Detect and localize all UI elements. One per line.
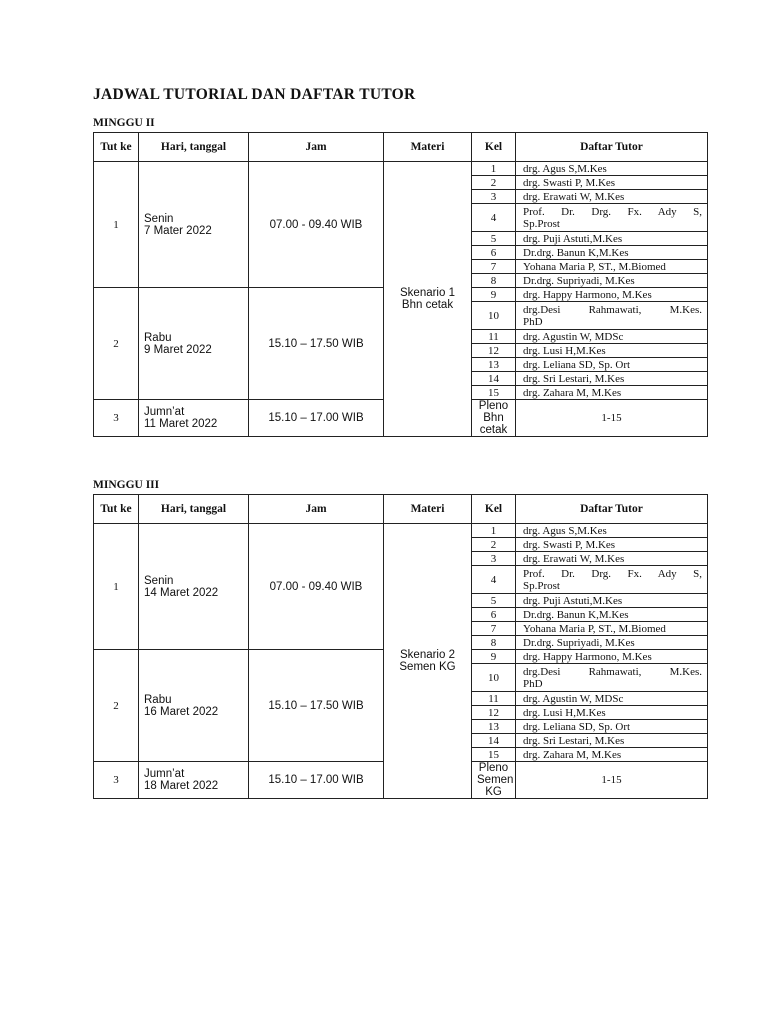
kel-number: 10 <box>472 664 516 692</box>
kel-range: 1-15 <box>516 400 708 437</box>
kel-number: 15 <box>472 386 516 400</box>
session-date: 16 Maret 2022 <box>144 705 219 718</box>
session-number: 1 <box>94 162 139 288</box>
kel-number: 9 <box>472 650 516 664</box>
tutor-name-line2: Sp.Prost <box>523 217 560 230</box>
session-day-date <box>139 288 249 400</box>
kel-number: 5 <box>472 594 516 608</box>
session-day: Rabu <box>144 331 172 344</box>
tutor-name: drg. Happy Harmono, M.Kes <box>516 650 708 664</box>
session-day-date <box>139 762 249 799</box>
header-kel: Kel <box>472 495 516 524</box>
session-day: Senin <box>144 574 174 587</box>
tutor-name-line2: PhD <box>523 315 543 328</box>
tutor-name: drg. Sri Lestari, M.Kes <box>516 372 708 386</box>
header-kel: Kel <box>472 133 516 162</box>
materi-line2: Semen KG <box>477 774 514 798</box>
materi-cell <box>472 762 516 799</box>
session-date: 11 Maret 2022 <box>144 418 218 430</box>
kel-number: 2 <box>472 538 516 552</box>
table-header-row <box>94 133 708 162</box>
tutor-name <box>516 302 708 330</box>
session-date: 7 Mater 2022 <box>144 224 212 237</box>
kel-number: 2 <box>472 176 516 190</box>
tutor-name: Dr.drg. Banun K,M.Kes <box>516 608 708 622</box>
tutor-name: drg. Leliana SD, Sp. Ort <box>516 720 708 734</box>
tutor-name: drg. Swasti P, M.Kes <box>516 176 708 190</box>
session-time: 07.00 - 09.40 WIB <box>249 524 384 650</box>
session-day: Jumn’at <box>144 406 185 418</box>
session-number: 2 <box>94 288 139 400</box>
header-materi: Materi <box>384 133 472 162</box>
tutor-name <box>516 566 708 594</box>
kel-range: 1-15 <box>516 762 708 799</box>
kel-number: 1 <box>472 162 516 176</box>
session-time: 15.10 – 17.50 WIB <box>249 650 384 762</box>
kel-number: 7 <box>472 622 516 636</box>
kel-number: 11 <box>472 692 516 706</box>
materi-line2: Semen KG <box>399 661 456 673</box>
tutor-name: drg. Agustin W, MDSc <box>516 330 708 344</box>
session-number: 3 <box>94 762 139 799</box>
materi-cell <box>384 524 472 799</box>
session-date: 14 Maret 2022 <box>144 586 219 599</box>
tutor-name-line2: Sp.Prost <box>523 579 560 592</box>
tutor-name: Dr.drg. Supriyadi, M.Kes <box>516 636 708 650</box>
tutor-name: drg. Puji Astuti,M.Kes <box>516 594 708 608</box>
header-tutor: Daftar Tutor <box>516 495 708 524</box>
table-row <box>94 162 708 176</box>
tutor-name-line1: Prof. Dr. Drg. Fx. Ady S, <box>523 205 702 218</box>
kel-number: 9 <box>472 288 516 302</box>
session-time: 07.00 - 09.40 WIB <box>249 162 384 288</box>
tutor-name: drg. Zahara M, M.Kes <box>516 748 708 762</box>
kel-number: 14 <box>472 372 516 386</box>
session-number: 3 <box>94 400 139 437</box>
kel-number: 3 <box>472 552 516 566</box>
session-number: 2 <box>94 650 139 762</box>
tutor-name <box>516 664 708 692</box>
kel-number: 11 <box>472 330 516 344</box>
header-hari: Hari, tanggal <box>139 133 249 162</box>
kel-number: 3 <box>472 190 516 204</box>
materi-cell <box>472 400 516 437</box>
materi-line1: Skenario 2 <box>400 649 455 661</box>
week-label-minggu-ii: MINGGU II <box>93 117 155 129</box>
kel-number: 5 <box>472 232 516 246</box>
tutor-name: drg. Puji Astuti,M.Kes <box>516 232 708 246</box>
header-materi: Materi <box>384 495 472 524</box>
kel-number: 6 <box>472 246 516 260</box>
header-jam: Jam <box>249 133 384 162</box>
tutor-name: drg. Agus S,M.Kes <box>516 524 708 538</box>
materi-line2: Bhn cetak <box>479 412 508 436</box>
tutor-name: Dr.drg. Banun K,M.Kes <box>516 246 708 260</box>
header-tutor: Daftar Tutor <box>516 133 708 162</box>
schedule-table-minggu-ii <box>93 132 708 437</box>
session-date: 9 Maret 2022 <box>144 343 212 356</box>
kel-number: 4 <box>472 204 516 232</box>
materi-line2: Bhn cetak <box>401 299 454 311</box>
session-day-date <box>139 650 249 762</box>
session-day-date <box>139 400 249 437</box>
tutor-name <box>516 204 708 232</box>
materi-line1: Pleno <box>478 762 509 774</box>
kel-number: 13 <box>472 720 516 734</box>
kel-number: 1 <box>472 524 516 538</box>
session-day-date <box>139 524 249 650</box>
kel-number: 12 <box>472 344 516 358</box>
tutor-name: drg. Agustin W, MDSc <box>516 692 708 706</box>
kel-number: 12 <box>472 706 516 720</box>
tutor-name: drg. Leliana SD, Sp. Ort <box>516 358 708 372</box>
tutor-name-line1: Prof. Dr. Drg. Fx. Ady S, <box>523 567 702 580</box>
session-date: 18 Maret 2022 <box>144 780 219 792</box>
document-title: JADWAL TUTORIAL DAN DAFTAR TUTOR <box>93 86 416 103</box>
tutor-name: drg. Zahara M, M.Kes <box>516 386 708 400</box>
table-row <box>94 524 708 538</box>
kel-number: 8 <box>472 274 516 288</box>
header-tut: Tut ke <box>94 133 139 162</box>
materi-line1: Skenario 1 <box>400 287 455 299</box>
tutor-name-line1: drg.Desi Rahmawati, M.Kes. <box>523 665 702 678</box>
tutor-name: drg. Swasti P, M.Kes <box>516 538 708 552</box>
session-time: 15.10 – 17.00 WIB <box>249 400 384 437</box>
session-day: Rabu <box>144 693 172 706</box>
session-day: Senin <box>144 212 174 225</box>
kel-number: 10 <box>472 302 516 330</box>
kel-number: 14 <box>472 734 516 748</box>
tutor-name: drg. Happy Harmono, M.Kes <box>516 288 708 302</box>
tutor-name: drg. Erawati W, M.Kes <box>516 190 708 204</box>
table-header-row <box>94 495 708 524</box>
week-label-minggu-iii: MINGGU III <box>93 479 160 491</box>
kel-number: 15 <box>472 748 516 762</box>
kel-number: 13 <box>472 358 516 372</box>
session-time: 15.10 – 17.00 WIB <box>249 762 384 799</box>
tutor-name: drg. Agus S,M.Kes <box>516 162 708 176</box>
session-day: Jumn’at <box>144 768 185 780</box>
tutor-name: Yohana Maria P, ST., M.Biomed <box>516 260 708 274</box>
tutor-name: Yohana Maria P, ST., M.Biomed <box>516 622 708 636</box>
header-tut: Tut ke <box>94 495 139 524</box>
kel-number: 6 <box>472 608 516 622</box>
session-number: 1 <box>94 524 139 650</box>
materi-line1: Pleno <box>478 400 509 412</box>
tutor-name: drg. Sri Lestari, M.Kes <box>516 734 708 748</box>
session-time: 15.10 – 17.50 WIB <box>249 288 384 400</box>
tutor-name: Dr.drg. Supriyadi, M.Kes <box>516 274 708 288</box>
tutor-name-line2: PhD <box>523 677 543 690</box>
schedule-table-minggu-iii <box>93 494 708 799</box>
kel-number: 8 <box>472 636 516 650</box>
tutor-name: drg. Erawati W, M.Kes <box>516 552 708 566</box>
kel-number: 4 <box>472 566 516 594</box>
tutor-name: drg. Lusi H,M.Kes <box>516 706 708 720</box>
materi-cell <box>384 162 472 437</box>
header-hari: Hari, tanggal <box>139 495 249 524</box>
kel-number: 7 <box>472 260 516 274</box>
tutor-name-line1: drg.Desi Rahmawati, M.Kes. <box>523 303 702 316</box>
session-day-date <box>139 162 249 288</box>
header-jam: Jam <box>249 495 384 524</box>
tutor-name: drg. Lusi H,M.Kes <box>516 344 708 358</box>
